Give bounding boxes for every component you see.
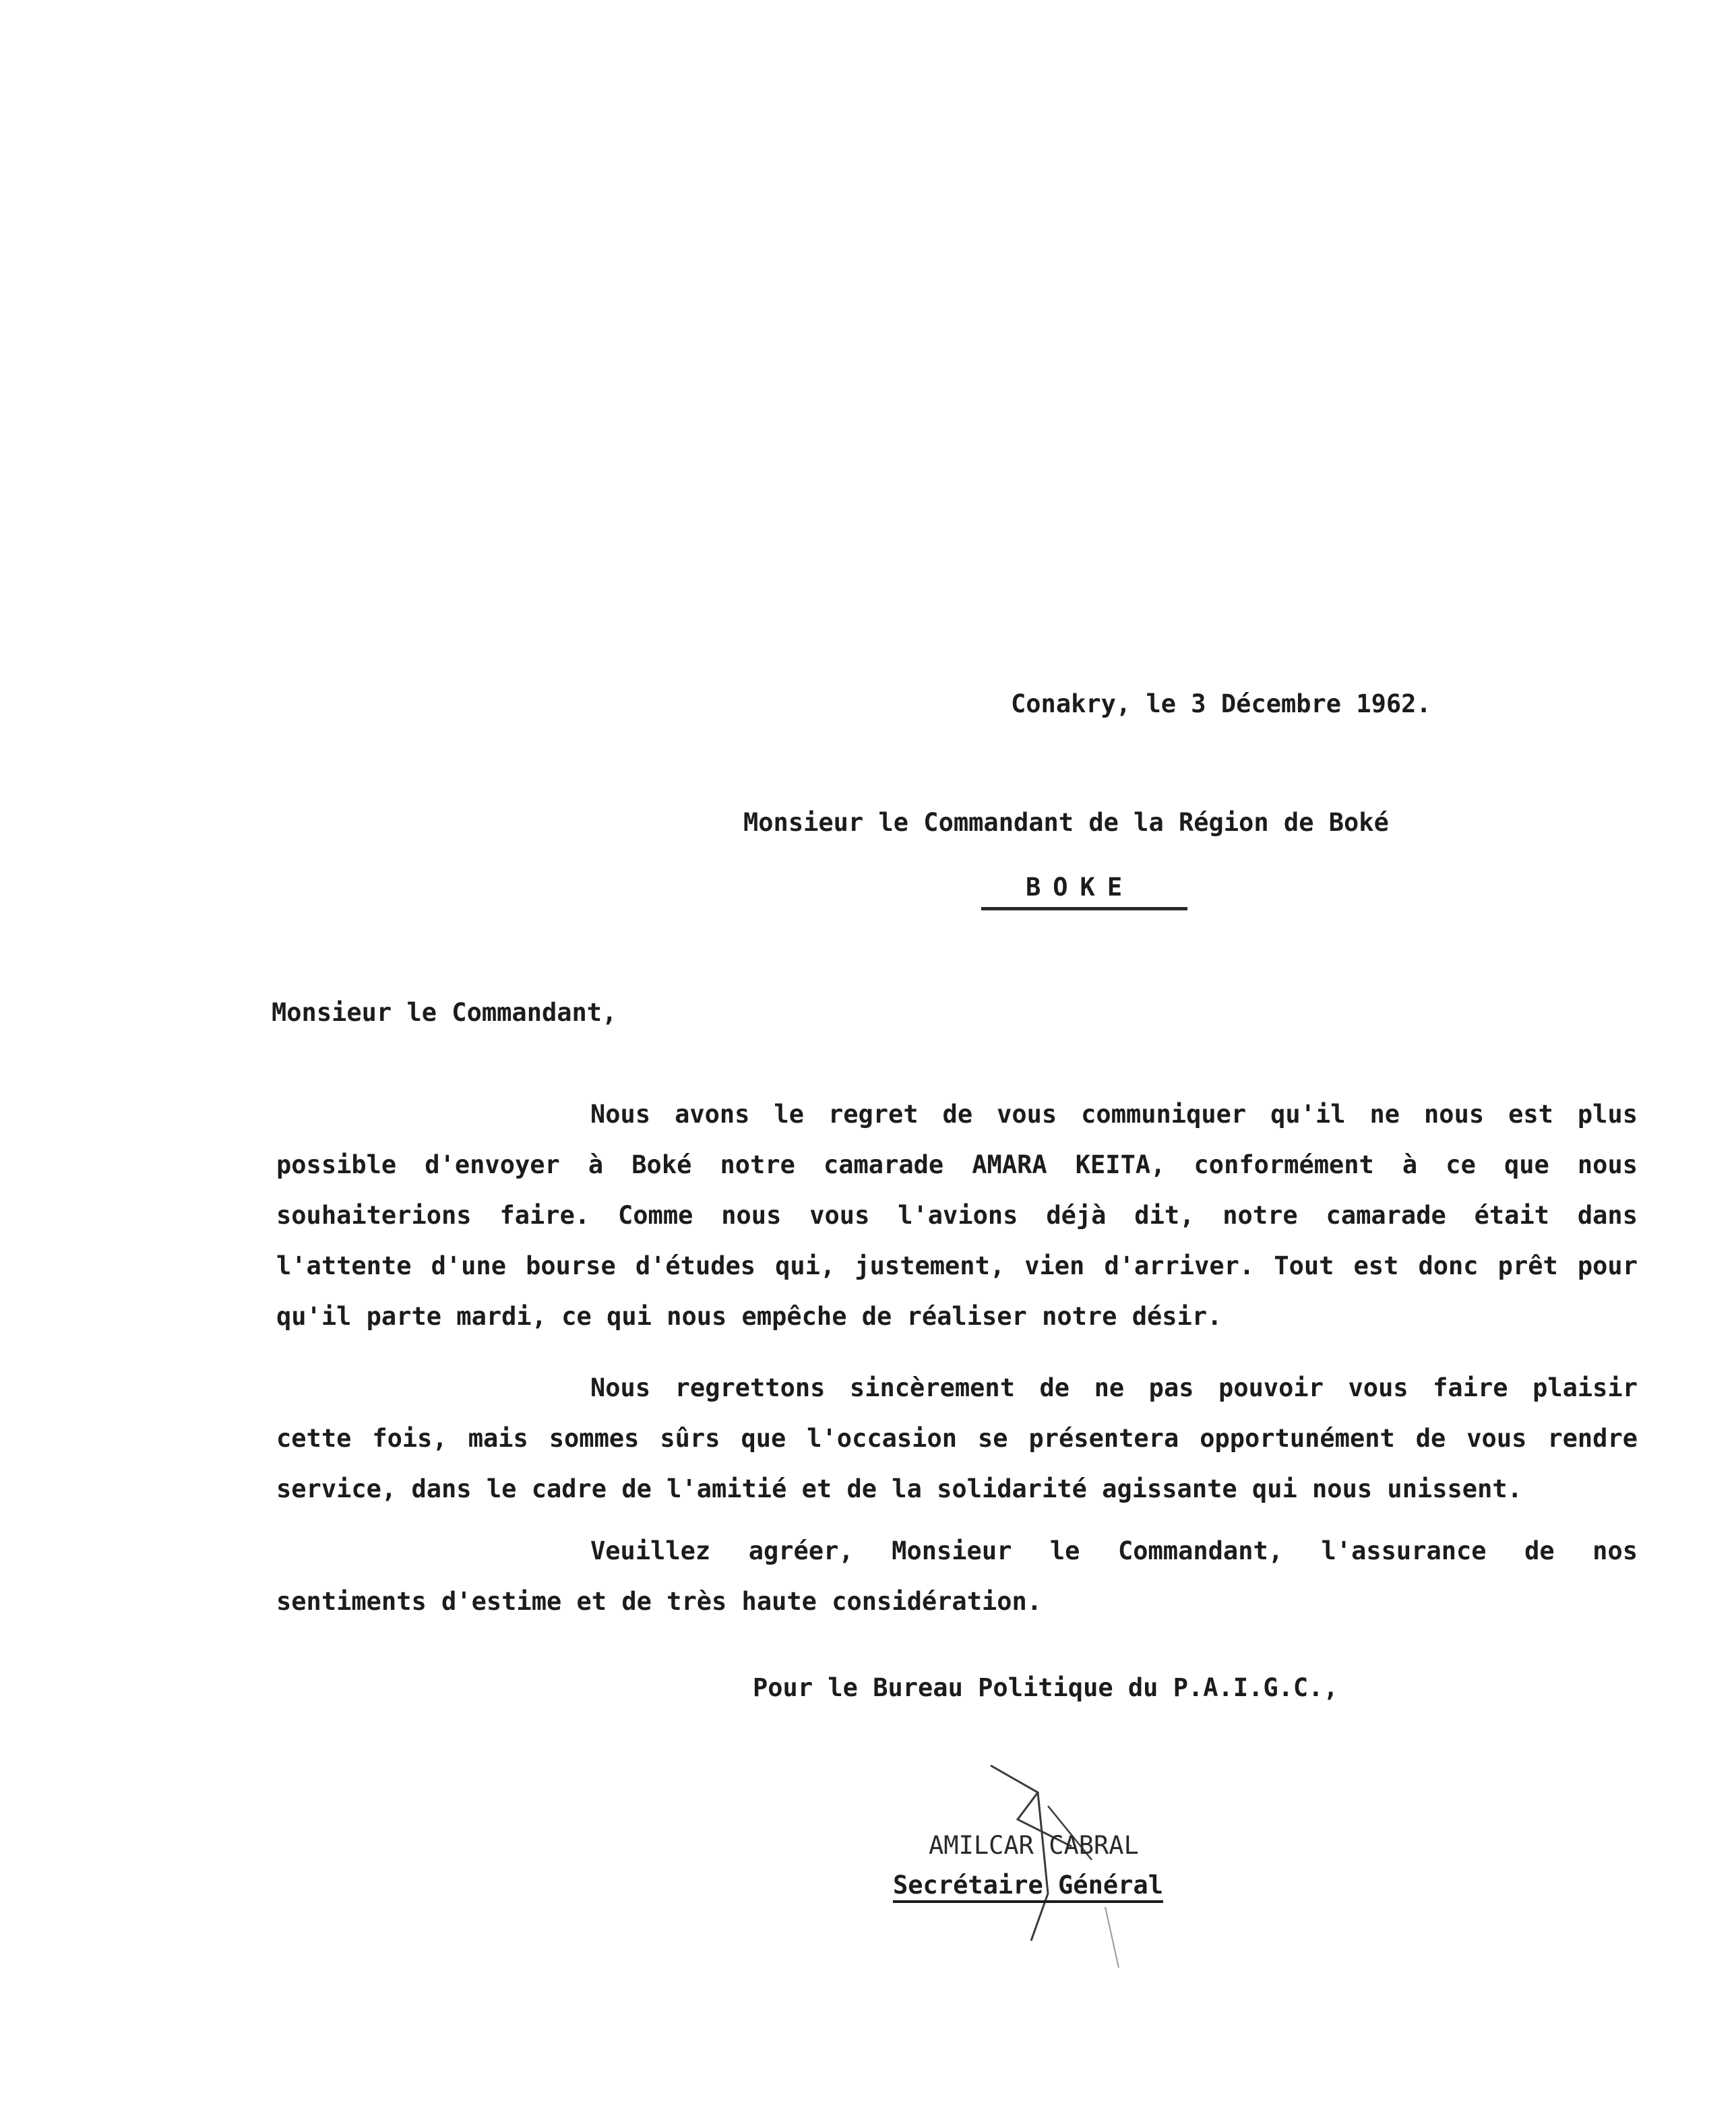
city-underline xyxy=(981,907,1187,910)
signer-title: Secrétaire Général xyxy=(893,1871,1163,1900)
body-paragraph-3: Veuillez agréer, Monsieur le Commandant, l'assurance de nos sentiments d'estime et de très haute considération. xyxy=(276,1536,1638,1616)
closing-line: Pour le Bureau Politique du P.A.I.G.C., xyxy=(753,1673,1338,1702)
body-paragraph-2: Nous regrettons sincèrement de ne pas pouvoir vous faire plaisir cette fois, mais sommes sûrs que l'occasion se présentera opportunément de vous rendre service, dans le cadre de l'amitié et de la solidarité agissante qui nous unissent. xyxy=(276,1373,1638,1503)
addressee-city: BOKE xyxy=(1026,873,1135,902)
date-line: Conakry, le 3 Décembre 1962. xyxy=(1011,689,1431,718)
salutation: Monsieur le Commandant, xyxy=(272,998,617,1027)
body-paragraph-1: Nous avons le regret de vous communiquer qu'il ne nous est plus possible d'envoyer à Boké notre camarade AMARA KEITA, conformément à ce que nous souhaiterions faire. Comme nous vous l'avions déjà dit, notre camarade était dans l'attente d'une bourse d'études qui, justement, vien d'arriver. Tout est donc prêt pour qu'il parte mardi, ce qui nous empêche de réaliser notre désir. xyxy=(276,1100,1638,1331)
signer-name: AMILCAR CABRAL xyxy=(929,1831,1139,1860)
addressee-line: Monsieur le Commandant de la Région de Boké xyxy=(743,808,1389,837)
